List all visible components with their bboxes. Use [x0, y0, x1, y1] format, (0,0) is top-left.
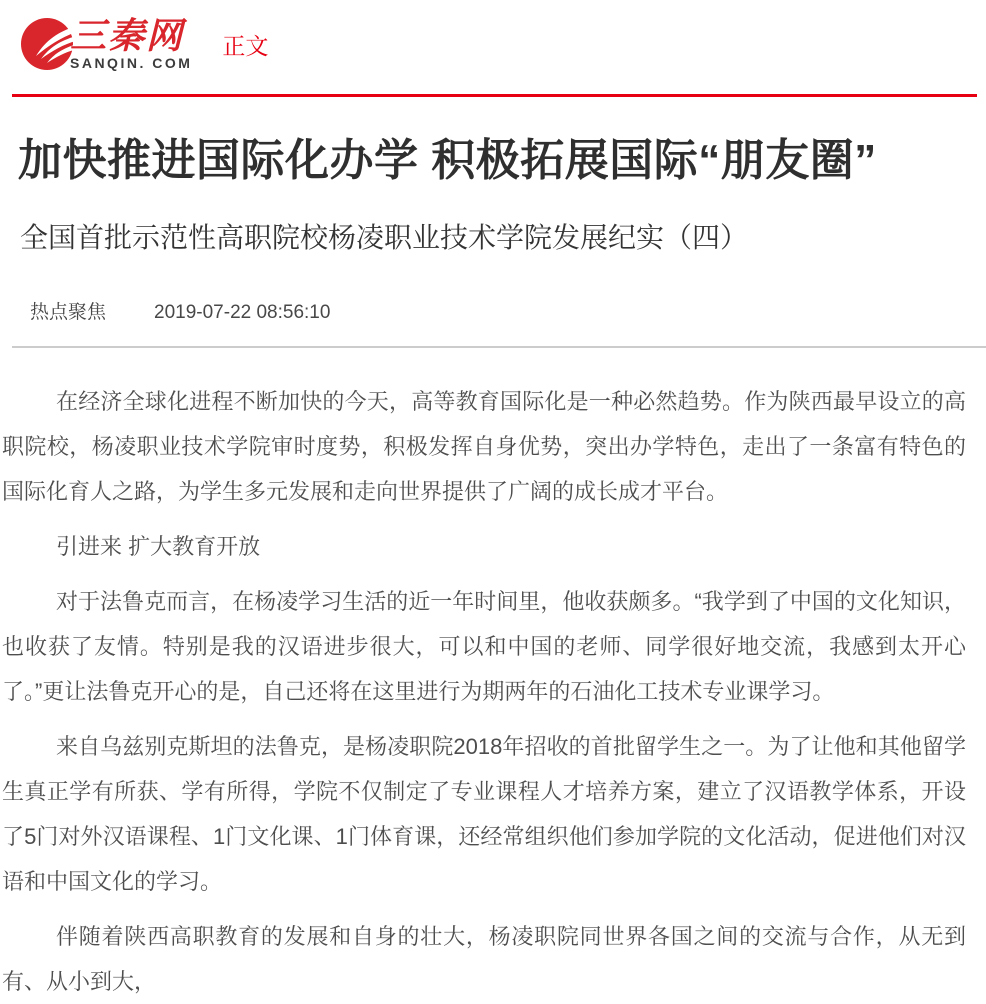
site-header: [0, 0, 986, 76]
article-paragraph: 伴随着陕西高职教育的发展和自身的壮大，杨凌职院同世界各国之间的交流与合作，从无到有、从小到大，: [2, 924, 966, 994]
meta-divider: [12, 346, 986, 348]
site-logo[interactable]: [20, 16, 192, 72]
article-body: [2, 379, 966, 1004]
article-title: 加快推进国际化办学 积极拓展国际“朋友圈”: [18, 136, 877, 185]
article-paragraph: 在经济全球化进程不断加快的今天，高等教育国际化是一种必然趋势。作为陕西最早设立的高职院校，杨凌职业技术学院审时度势，积极发挥自身优势，突出办学特色，走出了一条富有特色的国际化育人之路，为学生多元发展和走向世界提供了广阔的成长成才平台。: [2, 389, 966, 504]
article-paragraph: 来自乌兹别克斯坦的法鲁克，是杨凌职院2018年招收的首批留学生之一。为了让他和其他留学生真正学有所获、学有所得，学院不仅制定了专业课程人才培养方案，建立了汉语教学体系，开设了5门对外汉语课程、1门文化课、1门体育课，还经常组织他们参加学院的文化活动，促进他们对汉语和中国文化的学习。: [2, 734, 966, 894]
section-label: 正文: [222, 32, 269, 59]
article-subtitle: 全国首批示范性高职院校杨凌职业技术学院发展纪实（四）: [20, 222, 749, 253]
category-link[interactable]: 热点聚焦: [30, 302, 107, 323]
article-paragraph: 对于法鲁克而言，在杨凌学习生活的近一年时间里，他收获颇多。“我学到了中国的文化知识，也收获了友情。特别是我的汉语进步很大，可以和中国的老师、同学很好地交流，我感到太开心了。”更让法鲁克开心的是，自己还将在这里进行为期两年的石油化工技术专业课学习。: [2, 589, 966, 704]
article: [0, 135, 986, 1004]
article-paragraph: 引进来 扩大教育开放: [56, 534, 261, 559]
header-divider: [12, 94, 977, 97]
logo-text: [70, 17, 192, 71]
logo-latin-text: SANQIN. COM: [70, 55, 193, 71]
article-meta: [30, 297, 986, 324]
sanqin-logo-icon: [20, 16, 76, 72]
logo-chinese-text: 三秦网: [70, 16, 185, 56]
publish-timestamp: 2019-07-22 08:56:10: [154, 302, 331, 323]
